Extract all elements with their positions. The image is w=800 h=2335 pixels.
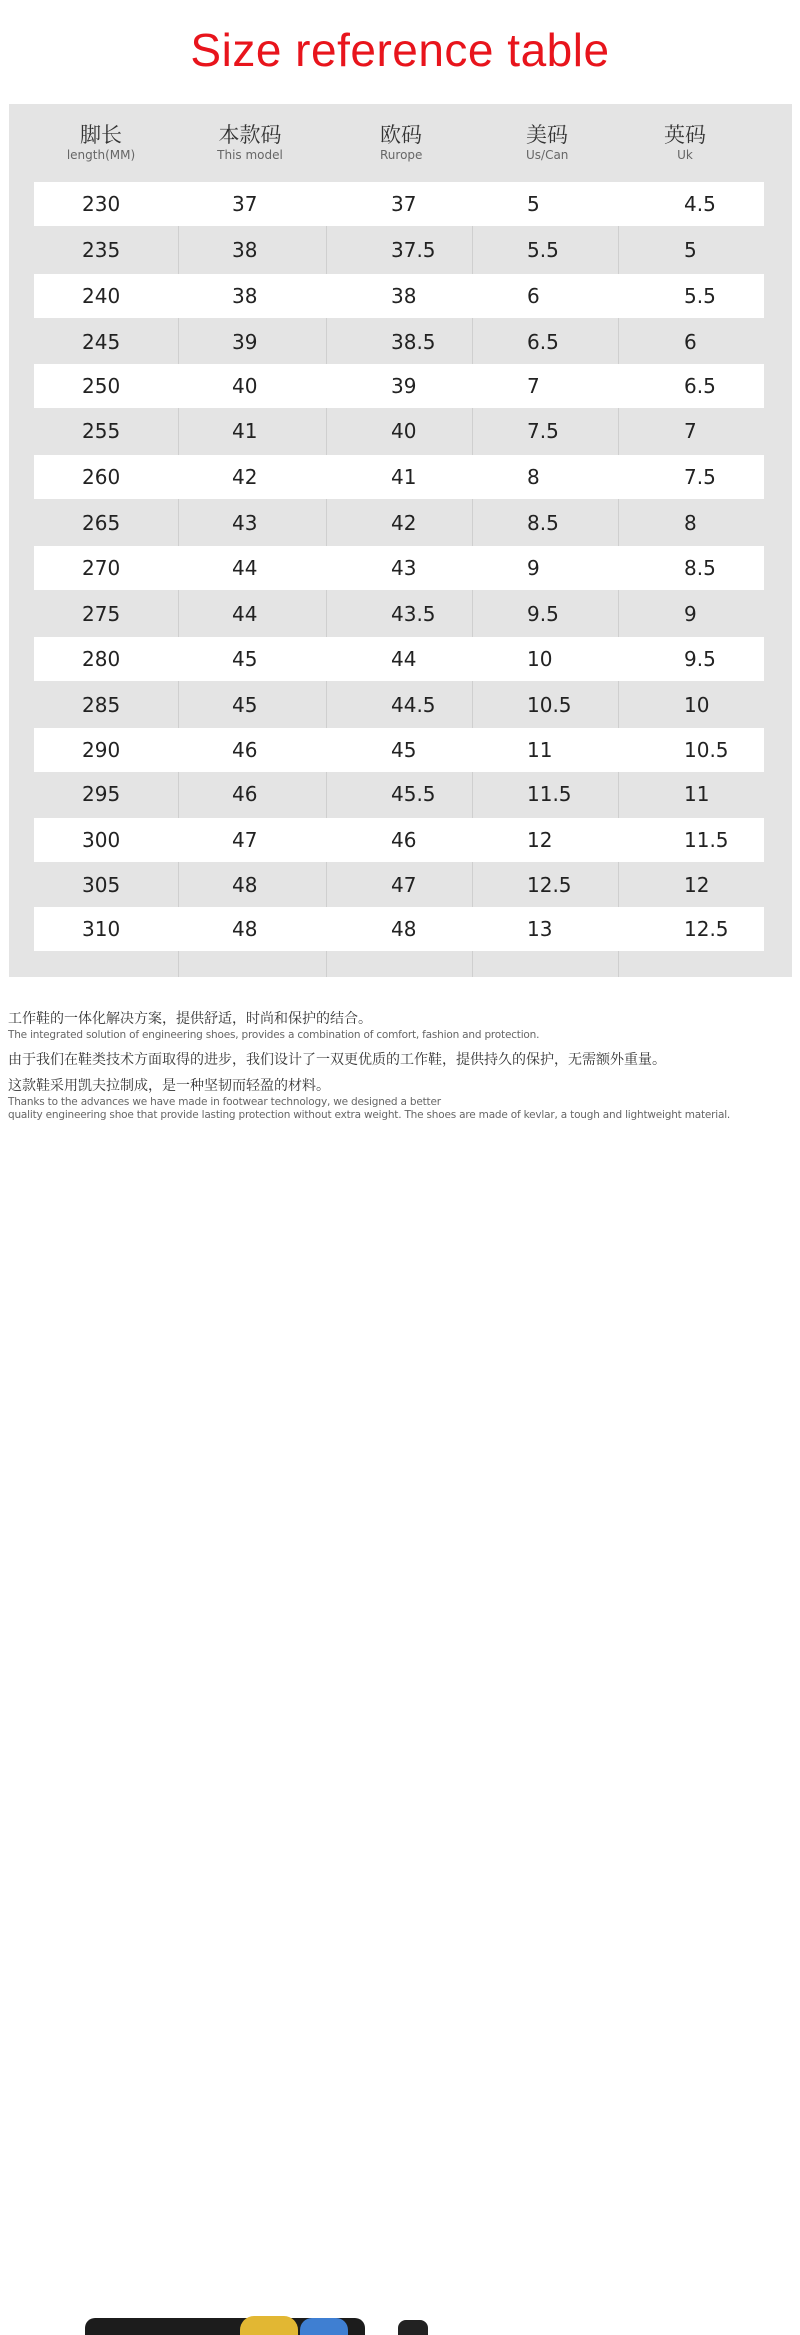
- table-cell: 10.5: [684, 738, 729, 762]
- note-line1-cn: 工作鞋的一体化解决方案，提供舒适，时尚和保护的结合。: [8, 1011, 372, 1027]
- table-row: [34, 907, 764, 951]
- table-row: [34, 501, 764, 545]
- table-cell: 265: [82, 511, 121, 535]
- table-row: [34, 683, 764, 727]
- table-cell: 12: [527, 828, 553, 852]
- table-cell: 280: [82, 647, 121, 671]
- table-cell: 9: [684, 602, 697, 626]
- table-cell: 48: [391, 917, 417, 941]
- table-cell: 45: [232, 647, 258, 671]
- table-cell: 8: [527, 465, 540, 489]
- table-cell: 10: [684, 693, 710, 717]
- table-cell: 37: [391, 192, 417, 216]
- header-en: length(MM): [66, 148, 136, 162]
- table-cell: 10: [527, 647, 553, 671]
- header-cn: 美码: [526, 123, 568, 147]
- table-cell: 48: [232, 917, 258, 941]
- table-cell: 44: [391, 647, 417, 671]
- note-line3-en-a: Thanks to the advances we have made in footwear technology, we designed a better: [8, 1096, 441, 1108]
- table-cell: 9.5: [684, 647, 716, 671]
- table-row: [34, 455, 764, 499]
- table-cell: 44.5: [391, 693, 436, 717]
- table-row: [34, 637, 764, 681]
- table-cell: 12: [684, 873, 710, 897]
- table-cell: 38: [391, 284, 417, 308]
- table-cell: 47: [232, 828, 258, 852]
- table-cell: 9.5: [527, 602, 559, 626]
- table-cell: 12.5: [527, 873, 572, 897]
- table-cell: 47: [391, 873, 417, 897]
- table-cell: 5.5: [527, 238, 559, 262]
- table-cell: 40: [391, 419, 417, 443]
- note-line3-en-b: quality engineering shoe that provide lasting protection without extra weight. The shoes are made of kevlar, a tough and lightweight material.: [8, 1109, 731, 1121]
- shoe-image-part: [398, 2320, 428, 2335]
- header-cn: 英码: [664, 123, 706, 147]
- note-line3-cn: 这款鞋采用凯夫拉制成，是一种坚韧而轻盈的材料。: [8, 1078, 330, 1094]
- table-cell: 6.5: [684, 374, 716, 398]
- table-cell: 295: [82, 782, 121, 806]
- table-cell: 41: [232, 419, 258, 443]
- table-cell: 11.5: [684, 828, 729, 852]
- table-cell: 46: [232, 738, 258, 762]
- table-cell: 39: [232, 330, 258, 354]
- table-row: [34, 546, 764, 590]
- table-cell: 310: [82, 917, 121, 941]
- table-cell: 6: [527, 284, 540, 308]
- table-cell: 240: [82, 284, 121, 308]
- table-cell: 13: [527, 917, 553, 941]
- table-cell: 270: [82, 556, 121, 580]
- table-cell: 8.5: [684, 556, 716, 580]
- table-cell: 255: [82, 419, 121, 443]
- table-row: [34, 182, 764, 226]
- table-cell: 44: [232, 556, 258, 580]
- header-cn: 欧码: [380, 123, 422, 147]
- table-cell: 260: [82, 465, 121, 489]
- table-cell: 46: [391, 828, 417, 852]
- table-cell: 41: [391, 465, 417, 489]
- table-row: [34, 364, 764, 408]
- table-cell: 235: [82, 238, 121, 262]
- header-en: Uk: [677, 148, 693, 162]
- table-cell: 7.5: [684, 465, 716, 489]
- header-this-model: [190, 122, 310, 162]
- table-cell: 230: [82, 192, 121, 216]
- table-row: [34, 409, 764, 453]
- table-cell: 250: [82, 374, 121, 398]
- table-cell: 43: [391, 556, 417, 580]
- header-foot-length: [41, 122, 161, 162]
- header-us: [490, 122, 626, 162]
- table-cell: 290: [82, 738, 121, 762]
- product-image-strip: [0, 1158, 800, 1177]
- header-uk: [625, 122, 745, 162]
- header-en: Rurope: [380, 148, 423, 162]
- table-row: [34, 274, 764, 318]
- table-cell: 45.5: [391, 782, 436, 806]
- table-row: [34, 728, 764, 772]
- table-row: [34, 818, 764, 862]
- table-cell: 4.5: [684, 192, 716, 216]
- header-en: Us/Can: [526, 148, 569, 162]
- table-cell: 44: [232, 602, 258, 626]
- table-cell: 38.5: [391, 330, 436, 354]
- table-cell: 7: [684, 419, 697, 443]
- table-row: [34, 772, 764, 816]
- table-cell: 43: [232, 511, 258, 535]
- table-cell: 38: [232, 238, 258, 262]
- table-cell: 6: [684, 330, 697, 354]
- table-cell: 9: [527, 556, 540, 580]
- table-cell: 5.5: [684, 284, 716, 308]
- table-cell: 12.5: [684, 917, 729, 941]
- table-cell: 8: [684, 511, 697, 535]
- header-eu: [342, 122, 480, 162]
- size-table: [9, 104, 792, 977]
- table-cell: 11: [527, 738, 553, 762]
- table-cell: 42: [232, 465, 258, 489]
- table-cell: 10.5: [527, 693, 572, 717]
- table-cell: 48: [232, 873, 258, 897]
- table-cell: 45: [391, 738, 417, 762]
- note-line2-cn: 由于我们在鞋类技术方面取得的进步，我们设计了一双更优质的工作鞋，提供持久的保护，无需额外重量。: [8, 1052, 666, 1068]
- table-cell: 42: [391, 511, 417, 535]
- header-cn: 本款码: [218, 123, 282, 147]
- table-cell: 7: [527, 374, 540, 398]
- table-cell: 45: [232, 693, 258, 717]
- table-row: [34, 863, 764, 907]
- table-cell: 5: [684, 238, 697, 262]
- table-cell: 7.5: [527, 419, 559, 443]
- table-cell: 245: [82, 330, 121, 354]
- table-cell: 38: [232, 284, 258, 308]
- table-cell: 43.5: [391, 602, 436, 626]
- table-cell: 275: [82, 602, 121, 626]
- description: [8, 1009, 798, 1122]
- table-row: [34, 320, 764, 364]
- table-cell: 37: [232, 192, 258, 216]
- table-cell: 285: [82, 693, 121, 717]
- shoe-image-part: [300, 2318, 348, 2335]
- note-line1-en: The integrated solution of engineering shoes, provides a combination of comfort, fashion and protection.: [8, 1029, 540, 1041]
- table-cell: 46: [232, 782, 258, 806]
- table-row: [34, 228, 764, 272]
- table-row: [34, 592, 764, 636]
- table-cell: 11.5: [527, 782, 572, 806]
- table-cell: 37.5: [391, 238, 436, 262]
- table-cell: 11: [684, 782, 710, 806]
- table-cell: 40: [232, 374, 258, 398]
- table-cell: 8.5: [527, 511, 559, 535]
- table-cell: 5: [527, 192, 540, 216]
- shoe-image-part: [240, 2316, 298, 2335]
- header-cn: 脚长: [80, 123, 122, 147]
- table-cell: 305: [82, 873, 121, 897]
- table-cell: 39: [391, 374, 417, 398]
- page-title: Size reference table: [190, 24, 610, 76]
- table-cell: 300: [82, 828, 121, 852]
- header-en: This model: [217, 148, 283, 162]
- table-cell: 6.5: [527, 330, 559, 354]
